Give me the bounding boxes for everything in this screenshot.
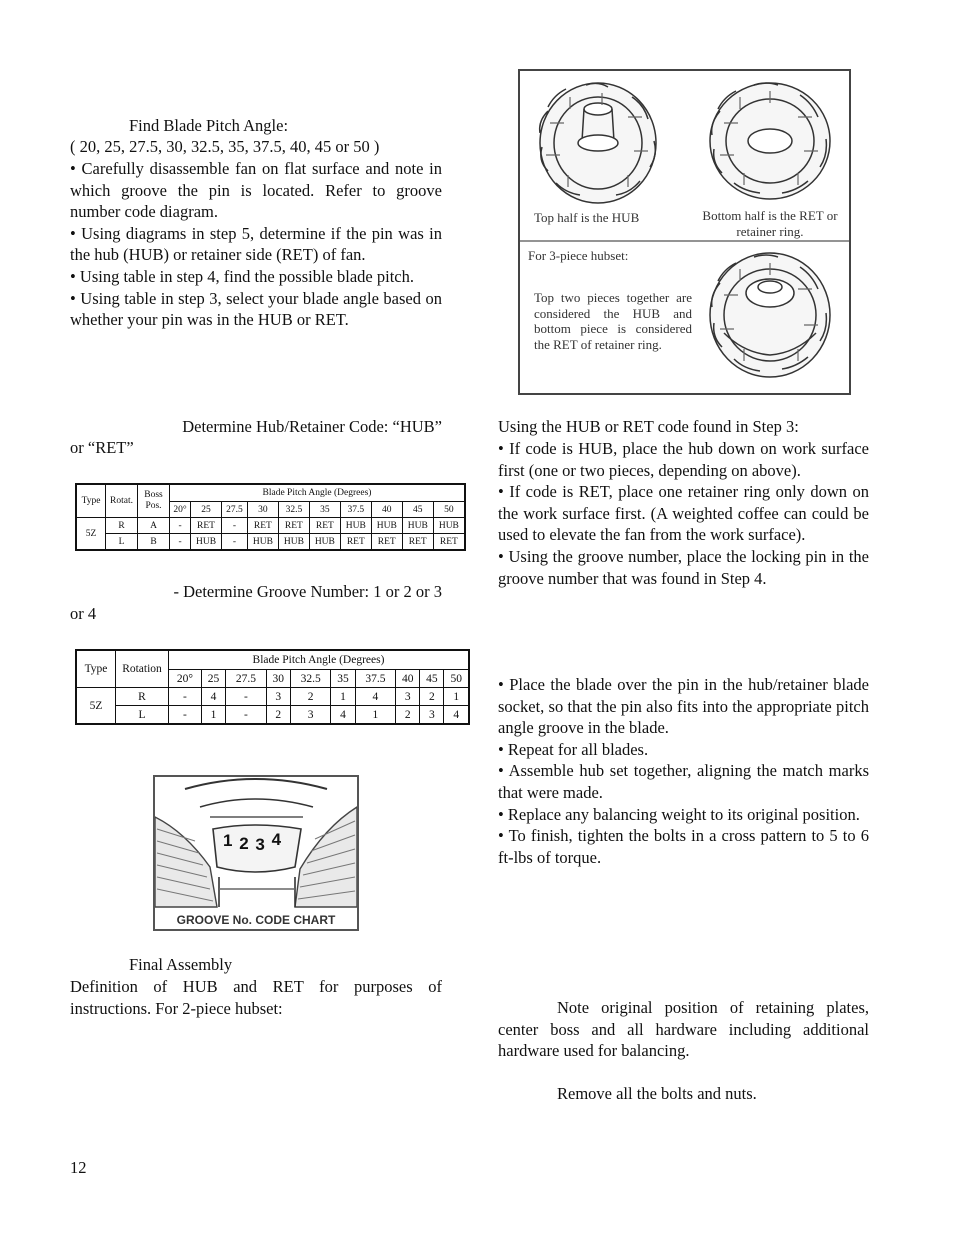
groove-cell: 1 xyxy=(201,706,225,725)
type-cell: 5Z xyxy=(76,518,106,551)
table-row xyxy=(76,688,469,706)
ret-label: Bottom half is the RET or retainer ring. xyxy=(702,208,838,239)
code-cell: HUB xyxy=(309,534,340,551)
step1-bullet: • Using diagrams in step 5, determine if the pin was in the hub (HUB) or retainer side (RET) of fan. xyxy=(70,223,442,265)
angle-header: 45 xyxy=(402,502,433,518)
table-header-boss: Boss Pos. xyxy=(138,484,170,518)
angle-header: 40 xyxy=(396,670,420,688)
hub-label: Top half is the HUB xyxy=(534,210,640,225)
table-row xyxy=(76,534,465,551)
table-header-pitch: Blade Pitch Angle (Degrees) xyxy=(170,484,466,502)
code-cell: HUB xyxy=(433,518,465,534)
code-cell: HUB xyxy=(371,518,402,534)
groove-cell: - xyxy=(226,706,267,725)
table-row xyxy=(76,518,465,534)
three-piece-label: For 3-piece hubset: xyxy=(528,248,629,263)
groove-cell: 1 xyxy=(331,688,355,706)
boss-cell: B xyxy=(138,534,170,551)
step1-bullet: • Using table in step 4, find the possible blade pitch. xyxy=(70,266,414,286)
table-header-rotation: Rotat. xyxy=(106,484,138,518)
code-cell: RET xyxy=(309,518,340,534)
table-header-type: Type xyxy=(76,650,116,688)
angle-header: 27.5 xyxy=(226,670,267,688)
groove-number: 1 xyxy=(223,831,234,850)
using-bullet: • If code is RET, place one retainer ring only down on the work surface first. (A weighted coffee can could be used to elevate the fan from the work surface). xyxy=(498,482,869,545)
table-row xyxy=(76,706,469,725)
rotation-cell: L xyxy=(106,534,138,551)
angle-header: 40 xyxy=(371,502,402,518)
step3-title-cont: or 4 xyxy=(70,604,97,623)
angle-header: 37.5 xyxy=(340,502,371,518)
step1-instructions xyxy=(70,158,442,331)
angle-header: 25 xyxy=(191,502,222,518)
step1-bullet: • Carefully disassemble fan on flat surface and note in which groove the pin is located. Refer to groove number code diagram. xyxy=(70,159,442,222)
using-bullet: • If code is HUB, place the hub down on work surface first (one or two pieces, depending on above). xyxy=(498,439,869,480)
groove-cell: 4 xyxy=(444,706,469,725)
hub-ret-code-table xyxy=(75,483,466,551)
blade-bullet: • Assemble hub set together, aligning the match marks that were made. xyxy=(498,761,869,802)
hubset-diagram xyxy=(518,69,851,395)
code-cell: HUB xyxy=(191,534,222,551)
groove-number: 2 xyxy=(239,834,250,853)
angle-header: 50 xyxy=(433,502,465,518)
step2-title: Determine Hub/Retainer Code: “HUB” xyxy=(182,417,442,436)
code-cell: RET xyxy=(191,518,222,534)
angle-header: 35 xyxy=(331,670,355,688)
groove-cell: - xyxy=(169,688,202,706)
step3-title: - Determine Groove Number: 1 or 2 or 3 xyxy=(173,582,442,601)
groove-cell: 3 xyxy=(290,706,331,725)
using-intro: Using the HUB or RET code found in Step 3: xyxy=(498,417,799,436)
code-cell: - xyxy=(222,534,248,551)
code-cell: RET xyxy=(340,534,371,551)
groove-cell: 4 xyxy=(331,706,355,725)
blade-instructions xyxy=(498,674,869,868)
rotation-cell: L xyxy=(116,706,169,725)
angle-header: 32.5 xyxy=(290,670,331,688)
rotation-cell: R xyxy=(116,688,169,706)
code-cell: HUB xyxy=(402,518,433,534)
table-header-type: Type xyxy=(76,484,106,518)
groove-cell: 4 xyxy=(355,688,396,706)
groove-number: 4 xyxy=(271,830,283,849)
angle-header: 50 xyxy=(444,670,469,688)
table-header-rotation: Rotation xyxy=(116,650,169,688)
groove-cell: 2 xyxy=(420,688,444,706)
angle-header: 25 xyxy=(201,670,225,688)
code-cell: RET xyxy=(247,518,278,534)
code-cell: RET xyxy=(371,534,402,551)
groove-cell: - xyxy=(226,688,267,706)
final-assembly-text: Definition of HUB and RET for purposes of instructions. For 2-piece hubset: xyxy=(70,977,442,1018)
code-cell: HUB xyxy=(340,518,371,534)
blade-bullet: • To finish, tighten the bolts in a cross pattern to 5 to 6 ft-lbs of torque. xyxy=(498,826,869,867)
remove-text: Remove all the bolts and nuts. xyxy=(557,1084,757,1103)
code-cell: RET xyxy=(278,518,309,534)
angle-header: 27.5 xyxy=(222,502,248,518)
code-cell: - xyxy=(170,534,191,551)
angle-header: 20° xyxy=(169,670,202,688)
step1-title: Find Blade Pitch Angle: xyxy=(129,116,289,135)
three-piece-description: Top two pieces together are considered the HUB and bottom piece is considered the RET of retainer ring. xyxy=(534,290,692,352)
step2-title-cont: or “RET” xyxy=(70,438,134,457)
using-instructions xyxy=(498,438,869,589)
angle-header: 37.5 xyxy=(355,670,396,688)
groove-numbers xyxy=(223,830,283,854)
final-assembly-title: Final Assembly xyxy=(129,955,233,974)
groove-cell: 2 xyxy=(290,688,331,706)
code-cell: RET xyxy=(433,534,465,551)
step1-values: ( 20, 25, 27.5, 30, 32.5, 35, 37.5, 40, 45 or 50 ) xyxy=(70,137,380,156)
code-cell: RET xyxy=(402,534,433,551)
type-cell: 5Z xyxy=(76,688,116,725)
groove-cell: 4 xyxy=(201,688,225,706)
code-cell: - xyxy=(222,518,248,534)
groove-cell: 3 xyxy=(396,688,420,706)
groove-cell: - xyxy=(169,706,202,725)
groove-cell: 3 xyxy=(420,706,444,725)
groove-number-table xyxy=(75,649,470,725)
groove-number: 3 xyxy=(255,835,266,854)
code-cell: HUB xyxy=(247,534,278,551)
angle-header: 32.5 xyxy=(278,502,309,518)
groove-chart-caption: GROOVE No. CODE CHART xyxy=(176,913,336,927)
groove-code-chart xyxy=(153,775,359,931)
groove-cell: 1 xyxy=(444,688,469,706)
boss-cell: A xyxy=(138,518,170,534)
rotation-cell: R xyxy=(106,518,138,534)
blade-bullet: • Replace any balancing weight to its original position. xyxy=(498,804,860,824)
blade-bullet: • Repeat for all blades. xyxy=(498,739,649,759)
groove-cell: 3 xyxy=(266,688,290,706)
note-text: Note original position of retaining plates, center boss and all hardware including additional hardware used for balancing. xyxy=(498,998,869,1061)
blade-bullet: • Place the blade over the pin in the hub/retainer blade socket, so that the pin also fits into the appropriate pitch angle groove in the blade. xyxy=(498,675,869,738)
angle-header: 30 xyxy=(247,502,278,518)
step1-bullet: • Using table in step 3, select your blade angle based on whether your pin was in the HUB or RET. xyxy=(70,288,442,330)
angle-header: 35 xyxy=(309,502,340,518)
angle-header: 20° xyxy=(170,502,191,518)
code-cell: - xyxy=(170,518,191,534)
groove-cell: 1 xyxy=(355,706,396,725)
table-header-pitch: Blade Pitch Angle (Degrees) xyxy=(169,650,470,670)
using-bullet: • Using the groove number, place the locking pin in the groove number that was found in Step 4. xyxy=(498,546,869,588)
groove-cell: 2 xyxy=(266,706,290,725)
groove-cell: 2 xyxy=(396,706,420,725)
angle-header: 30 xyxy=(266,670,290,688)
page-number: 12 xyxy=(70,1158,87,1177)
angle-header: 45 xyxy=(420,670,444,688)
code-cell: HUB xyxy=(278,534,309,551)
